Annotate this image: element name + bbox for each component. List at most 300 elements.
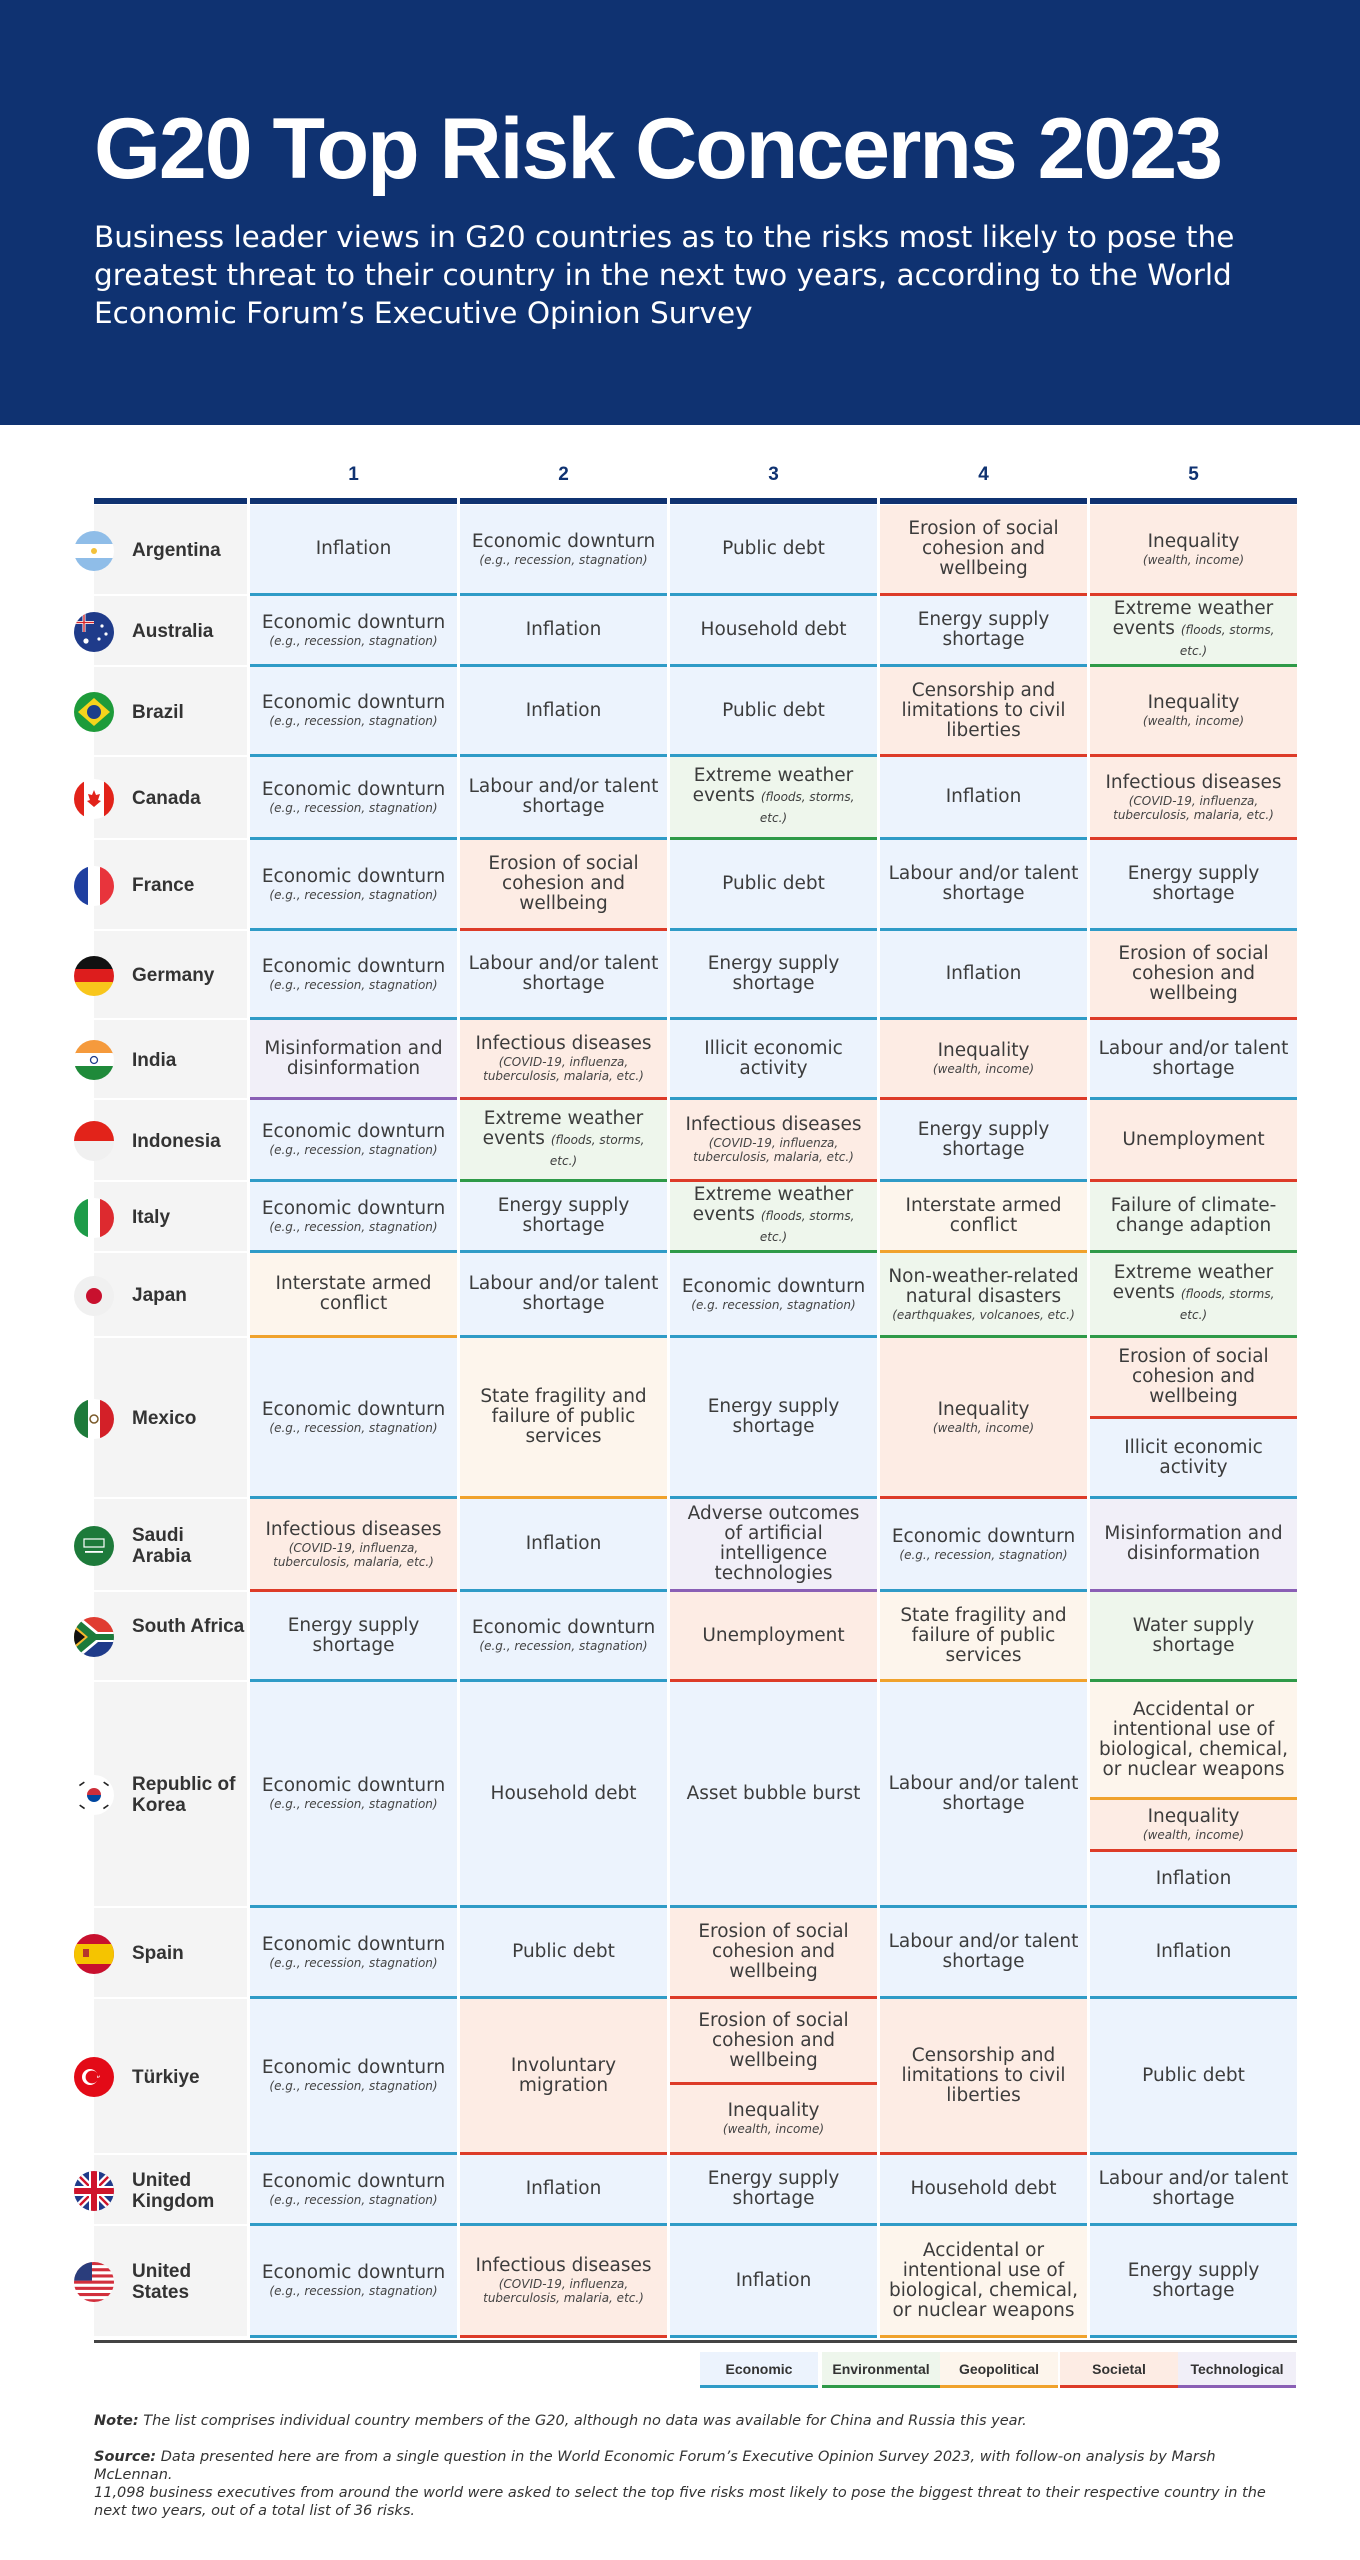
risk-detail: (floods, storms, etc.) [759,1209,855,1244]
risk-name-text: Illicit economic activity [704,1037,843,1079]
risk-cell [1090,1908,1297,1999]
risk-name [687,1784,861,1804]
risk-name-text: Erosion of social cohesion and wellbeing [698,1921,849,1982]
risk-cell [250,1182,457,1253]
risk-name-text: Misinformation and disinformation [1104,1523,1283,1564]
risk-name [911,2179,1057,2199]
country-name: Republic of Korea [132,1774,236,1816]
risk-cell [670,1682,877,1908]
risk-cell [250,1999,457,2155]
risk-name [1156,1869,1232,1889]
risk-name-text: Adverse outcomes of artificial intelligence technologies [687,1503,860,1584]
risk-cell [880,1338,1087,1499]
risk-cell [880,1908,1087,1999]
risk-name [262,1776,445,1796]
risk-name [888,681,1079,741]
risk-name [526,701,602,721]
risk-name-text: Energy supply shortage [707,1396,840,1437]
risk-cell [1090,1999,1297,2155]
risk-name-text: Public debt [512,1941,615,1962]
risk-name [1098,2261,1289,2301]
risk-name [1148,693,1240,713]
risk-cell [670,931,877,1020]
risk-cell [250,1908,457,1999]
risk-name [258,1274,449,1314]
risk-cell [1090,2155,1297,2226]
risk-name-text: Economic downturn [891,1525,1076,1547]
risk-cell [670,1499,877,1592]
risk-name-text: Public debt [722,538,825,559]
risk-name [262,2058,445,2078]
risk-cell [1090,757,1297,840]
risk-cell [250,1100,457,1182]
risk-cell [880,667,1087,757]
france-flag-icon [74,866,114,906]
risk-cell [1090,2226,1297,2338]
risk-cell [670,1020,877,1100]
risk-detail: (COVID-19, influenza, tuberculosis, malaria, etc.) [693,1136,854,1164]
risk-cell [250,1682,457,1908]
column-header-3: 3 [768,464,779,485]
risk-cell [880,1182,1087,1253]
risk-cell [250,667,457,757]
risk-name-text: Infectious diseases [685,1114,862,1135]
risk-detail: (COVID-19, influenza, tuberculosis, malaria, etc.) [483,2277,644,2305]
risk-name [678,2169,869,2209]
risk-name [1105,773,1281,793]
risk-name [262,1935,445,1955]
risk-cell [1090,1419,1297,1499]
column-header-rule [670,498,877,504]
risk-detail: (e.g., recession, stagnation) [269,2192,438,2207]
country-name: Canada [132,788,201,809]
risk-cell [670,505,877,596]
risk-name [1098,1524,1289,1564]
risk-name [1156,1942,1232,1962]
risk-detail: (wealth, income) [1142,552,1245,567]
column-header-rule [250,498,457,504]
risk-cell [880,1682,1087,1908]
table-bottom-rule [94,2340,1297,2343]
risk-name-text: Asset bubble burst [686,1782,861,1804]
risk-cell [460,1100,667,1182]
risk-name [468,954,659,994]
risk-detail: (COVID-19, influenza, tuberculosis, malaria, etc.) [1113,793,1274,822]
risk-cell [880,2226,1087,2338]
country-name: South Africa [132,1616,245,1637]
risk-name-text: Inequality [1147,530,1240,552]
risk-name [888,1120,1079,1160]
risk-cell [250,931,457,1020]
risk-name [685,1115,861,1135]
risk-name [526,620,602,640]
risk-name [1098,1039,1289,1079]
legend-item-economic: Economic [700,2352,818,2388]
risk-name-text: Household debt [910,2178,1057,2199]
risk-name-text: Failure of climate-change adaption [1110,1195,1277,1236]
risk-name [262,780,445,800]
risk-name-text: Erosion of social cohesion and wellbeing [1118,1346,1269,1407]
risk-cell [880,757,1087,840]
turkiye-flag-icon [74,2057,114,2097]
risk-name-text: Economic downturn [471,530,656,552]
legend-item-societal: Societal [1060,2352,1178,2388]
risk-name-text: Extreme weather events [1112,1262,1274,1303]
risk-cell [670,1253,877,1338]
risk-name [475,1034,651,1054]
risk-name-text: Public debt [722,873,825,894]
risk-name-text: Energy supply shortage [1127,863,1260,904]
japan-flag-icon [74,1276,114,1316]
source-label: Source: [94,2449,157,2465]
risk-detail: (e.g., recession, stagnation) [269,2284,438,2298]
risk-name-text: Erosion of social cohesion and wellbeing [488,853,639,914]
risk-cell [250,2155,457,2226]
risk-name [678,766,869,828]
risk-detail: (e.g., recession, stagnation) [269,1143,438,1157]
risk-name [526,1534,602,1554]
source-paragraph [94,2448,1294,2520]
risk-cell [880,1020,1087,1100]
country-name: Australia [132,621,214,642]
risk-name-text: Erosion of social cohesion and wellbeing [908,518,1059,579]
risk-name-text: Infectious diseases [1105,771,1282,793]
risk-name-text: Infectious diseases [265,1518,442,1540]
risk-name [888,1774,1079,1814]
risk-detail: (e.g., recession, stagnation) [479,1639,648,1653]
risk-cell [880,505,1087,596]
risk-name [316,539,392,559]
country-cell-south-africa [94,1592,247,1682]
risk-name-text: Unemployment [702,1624,845,1646]
risk-name-text: Inflation [525,1533,602,1554]
risk-name [1098,1700,1289,1780]
risk-cell [670,1338,877,1499]
risk-name [526,2179,602,2199]
risk-cell [880,1999,1087,2155]
risk-detail: (e.g., recession, stagnation) [269,633,438,648]
column-header-1: 1 [348,464,359,485]
risk-name [262,957,445,977]
risk-detail: (floods, storms, etc.) [1179,623,1275,658]
risk-cell [1090,1682,1297,1800]
risk-name [682,1277,865,1297]
country-name: Mexico [132,1408,197,1429]
risk-name-text: Extreme weather events [692,1184,854,1225]
risk-name [888,2046,1079,2106]
risk-cell [250,1253,457,1338]
risk-name-text: Extreme weather events [692,765,854,806]
india-flag-icon [74,1040,114,1080]
risk-detail: (e.g., recession, stagnation) [479,552,648,567]
risk-name-text: Inequality [1147,692,1240,713]
risk-name [491,1784,637,1804]
risk-cell [880,931,1087,1020]
risk-cell [250,1020,457,1100]
risk-cell [880,1100,1087,1182]
risk-name-text: Economic downturn [261,865,446,887]
country-name: Germany [132,965,215,986]
risk-name [258,1616,449,1656]
country-name: Indonesia [132,1130,221,1152]
risk-name [1098,864,1289,904]
risk-name-text: Inequality [1147,1806,1240,1827]
risk-name [475,2256,651,2276]
risk-cell [1090,1800,1297,1852]
column-header-rule [1090,498,1297,504]
note-text: The list comprises individual country members of the G20, although no data was available for China and Russia this year. [143,2413,1027,2429]
risk-cell [460,1682,667,1908]
risk-cell [460,840,667,931]
risk-name [1122,1130,1264,1150]
risk-name-text: Inflation [735,2269,812,2291]
risk-name [1098,2169,1289,2209]
risk-cell [1090,840,1297,931]
risk-name-text: Inflation [525,699,602,721]
risk-name-text: Labour and/or talent shortage [888,863,1079,904]
risk-cell [880,1592,1087,1682]
risk-name-text: Energy supply shortage [497,1195,630,1236]
risk-name [678,954,869,994]
risk-name [728,2101,820,2121]
country-name: India [132,1049,177,1071]
risk-name-text: Labour and/or talent shortage [1098,2168,1289,2209]
risk-name-text: Energy supply shortage [707,2168,840,2209]
risk-name-text: Economic downturn [261,1197,446,1219]
country-header-rule [94,498,247,504]
risk-name [468,777,659,817]
risk-name-text: Energy supply shortage [917,1118,1050,1160]
risk-name [678,1039,869,1079]
risk-cell [880,1253,1087,1338]
risk-cell [460,1999,667,2155]
risk-name-text: Illicit economic activity [1124,1436,1263,1478]
risk-name [722,539,825,559]
risk-cell [460,1182,667,1253]
risk-name-text: Economic downturn [261,778,446,800]
risk-cell [1090,1100,1297,1182]
risk-name [262,2172,445,2192]
risk-name [888,610,1079,650]
brazil-flag-icon [74,692,114,732]
argentina-flag-icon [74,531,114,571]
risk-cell [460,667,667,757]
risk-detail: (e.g., recession, stagnation) [899,1547,1068,1562]
legend-item-technological: Technological [1178,2352,1296,2388]
risk-name-text: Labour and/or talent shortage [888,1772,1079,1814]
risk-name [946,964,1022,984]
risk-cell [880,1499,1087,1592]
risk-name [1098,1616,1289,1656]
risk-name-text: Inflation [525,619,602,640]
column-header-4: 4 [978,464,989,485]
germany-flag-icon [74,956,114,996]
risk-detail: (wealth, income) [1142,1828,1245,1842]
risk-detail: (e.g., recession, stagnation) [269,1420,438,1435]
risk-cell [1090,505,1297,596]
risk-name [722,874,825,894]
risk-cell [250,596,457,667]
risk-detail: (e.g., recession, stagnation) [269,1219,438,1234]
risk-name-text: Inequality [937,1398,1030,1420]
risk-name-text: State fragility and failure of public services [900,1604,1067,1666]
risk-name-text: Non-weather-related natural disasters [888,1265,1079,1307]
risk-cell [460,931,667,1020]
italy-flag-icon [74,1198,114,1238]
risk-name-text: Economic downturn [261,1398,446,1420]
risk-name [678,1185,869,1247]
risk-detail: (COVID-19, influenza, tuberculosis, malaria, etc.) [273,1540,434,1569]
risk-cell [1090,1592,1297,1682]
risk-name-text: Inflation [945,963,1022,984]
risk-name-text: Accidental or intentional use of biological, chemical, or nuclear weapons [889,2239,1078,2321]
risk-cell [1090,1499,1297,1592]
risk-name-text: Censorship and limitations to civil liberties [901,2044,1066,2106]
risk-detail: (e.g., recession, stagnation) [269,887,438,902]
risk-cell [460,1338,667,1499]
country-name: France [132,875,195,896]
risk-cell [1090,1253,1297,1338]
south-africa-flag-icon [74,1617,114,1657]
risk-cell [670,2226,877,2338]
risk-detail: (wealth, income) [932,1420,1035,1435]
risk-name [678,2011,869,2071]
risk-detail: (COVID-19, influenza, tuberculosis, malaria, etc.) [483,1055,644,1083]
risk-name-text: Unemployment [1122,1128,1265,1150]
risk-cell [250,1338,457,1499]
risk-detail: (e.g., recession, stagnation) [269,1955,438,1970]
column-header-5: 5 [1188,464,1199,485]
risk-cell [670,1999,877,2085]
risk-name [678,1504,869,1584]
risk-cell [460,757,667,840]
risk-name [888,1606,1079,1666]
risk-name-text: Extreme weather events [1112,598,1274,639]
spain-flag-icon [74,1934,114,1974]
risk-cell [670,2155,877,2226]
risk-name [262,1400,445,1420]
risk-name [888,1267,1079,1307]
risk-name [938,1400,1030,1420]
risk-cell [1090,1852,1297,1908]
risk-cell [250,2226,457,2338]
risk-cell [250,1499,457,1592]
risk-cell [1090,596,1297,667]
risk-name-text: Energy supply shortage [707,953,840,994]
risk-cell [460,1908,667,1999]
risk-name-text: Extreme weather events [482,1107,644,1149]
risk-name-text: Economic downturn [261,2057,446,2078]
risk-name [1098,599,1289,661]
risk-name-text: Economic downturn [261,2170,446,2192]
risk-name [888,1932,1079,1972]
country-name: Türkiye [132,2066,200,2088]
risk-cell [250,757,457,840]
risk-name-text: Censorship and limitations to civil liberties [901,679,1066,741]
risk-name [1142,2066,1245,2086]
legend-item-environmental: Environmental [822,2352,940,2388]
risk-name [701,620,847,640]
risk-name [1098,1438,1289,1478]
risk-name [262,693,445,713]
risk-name [262,1122,445,1142]
risk-name-text: Inflation [315,538,392,559]
risk-name-text: Household debt [490,1782,637,1804]
risk-name [468,854,659,914]
risk-name-text: Erosion of social cohesion and wellbeing [698,2009,849,2071]
risk-name [468,1109,659,1171]
column-header-rule [880,498,1087,504]
risk-cell [460,1499,667,1592]
risk-name [512,1942,615,1962]
risk-name [892,1527,1075,1547]
risk-name [678,1922,869,1982]
risk-cell [670,840,877,931]
country-name: Brazil [132,701,184,723]
risk-name-text: Misinformation and disinformation [264,1037,443,1079]
risk-name-text: Economic downturn [471,1617,656,1638]
risk-name [678,1397,869,1437]
saudi-arabia-flag-icon [74,1526,114,1566]
risk-cell [670,596,877,667]
risk-name-text: Inflation [1155,1867,1232,1889]
page-subtitle: Business leader views in G20 countries as to the risks most likely to pose the greatest threat to their country in the next two years, according to the World Economic Forum’s Executive Opinion Survey [94,220,1235,330]
risk-detail: (floods, storms, etc.) [759,790,855,825]
usa-flag-icon [74,2262,114,2302]
risk-name [258,1039,449,1079]
risk-name-text: Accidental or intentional use of biological, chemical, or nuclear weapons [1099,1698,1288,1780]
risk-name-text: Public debt [722,699,825,721]
risk-name-text: Labour and/or talent shortage [468,776,659,817]
risk-name-text: Labour and/or talent shortage [468,953,659,994]
risk-cell [460,1020,667,1100]
risk-name [262,1199,445,1219]
risk-name-text: Infectious diseases [475,2255,652,2276]
risk-cell [880,2155,1087,2226]
risk-name [702,1626,844,1646]
risk-name-text: Economic downturn [261,1775,446,1796]
uk-flag-icon [74,2171,114,2211]
page-title: G20 Top Risk Concerns 2023 [94,101,1221,197]
risk-detail: (wealth, income) [722,2122,825,2136]
risk-cell [1090,1338,1297,1419]
risk-name-text: Inequality [937,1040,1030,1061]
risk-cell [460,505,667,596]
risk-detail: (e.g., recession, stagnation) [269,714,438,728]
risk-cell [670,2085,877,2155]
risk-cell [670,1182,877,1253]
risk-name [1098,944,1289,1004]
risk-detail: (e.g., recession, stagnation) [269,800,438,815]
risk-name-text: Infectious diseases [475,1033,652,1054]
risk-detail: (earthquakes, volcanoes, etc.) [892,1307,1075,1322]
source-text-detail: 11,098 business executives from around the world were asked to select the top five risks most likely to pose the biggest threat to their respective country in the next two years, out of a total list of 36 risks. [94,2485,1266,2519]
risk-name-text: Energy supply shortage [1127,2259,1260,2301]
risk-name [1098,1263,1289,1325]
risk-detail: (floods, storms, etc.) [1179,1287,1275,1322]
country-name: Saudi Arabia [132,1524,192,1567]
risk-name-text: Water supply shortage [1132,1614,1255,1656]
risk-name-text: Interstate armed conflict [905,1195,1062,1236]
risk-detail: (e.g., recession, stagnation) [269,2079,438,2093]
risk-cell [460,1253,667,1338]
risk-name-text: Economic downturn [261,955,446,977]
note-paragraph [94,2412,1294,2430]
risk-name [1098,1196,1289,1236]
risk-name-text: Economic downturn [681,1275,866,1297]
risk-name-text: Energy supply shortage [917,609,1050,650]
risk-name-text: Labour and/or talent shortage [468,1273,659,1314]
